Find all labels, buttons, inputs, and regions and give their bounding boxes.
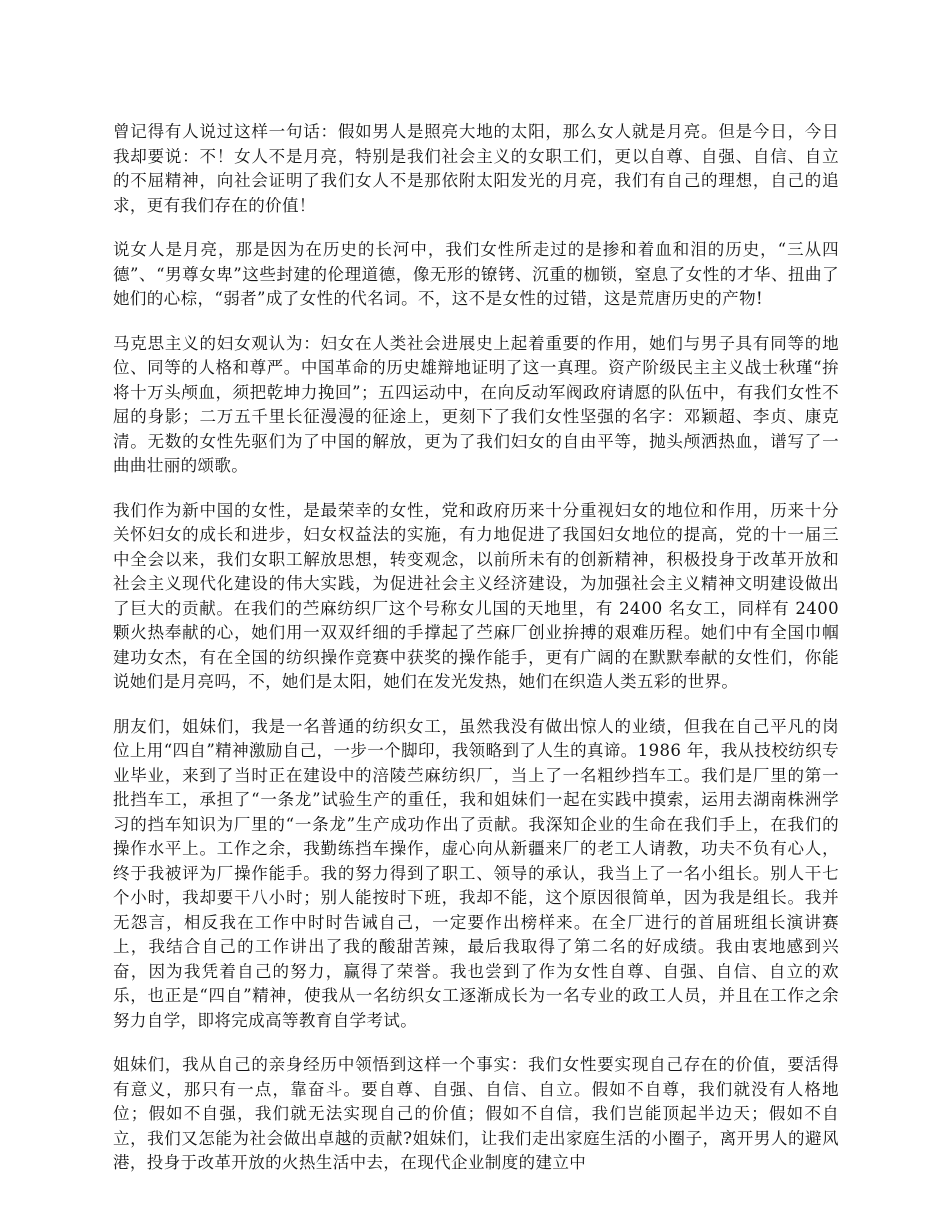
paragraph-5: 朋友们，姐妹们，我是一名普通的纺织女工，虽然我没有做出惊人的业绩，但我在自己平凡的岗位上用“四自”精神激励自己，一步一个脚印，我领略到了人生的真谛。1986 年，我从技校纺织专业毕业，来到了当时正在建设中的涪陵苎麻纺织厂，当上了一名粗纱挡车工。我们是厂里的第一批挡车工，承担了“一条龙”试验生产的重任，我和姐妹们一起在实践中摸索，运用去湖南株洲学习的挡车知识为厂里的“一条龙”生产成功作出了贡献。我深知企业的生命在我们手上，在我们的操作水平上。工作之余，我勤练挡车操作，虚心向从新疆来厂的老工人请教，功夫不负有心人，终于我被评为厂操作能手。我的努力得到了职工、领导的承认，我当上了一名小组长。别人干七个小时，我却要干八小时；别人能按时下班，我却不能，这个原因很简单，因为我是组长。我并无怨言，相反我在工作中时时告诫自己，一定要作出榜样来。在全厂进行的首届班组长演讲赛上，我结合自己的工作讲出了我的酸甜苦辣，最后我取得了第二名的好成绩。我由衷地感到兴奋，因为我凭着自己的努力，赢得了荣誉。我也尝到了作为女性自尊、自强、自信、自立的欢乐，也正是“四自”精神，使我从一名纺织女工逐渐成长为一名专业的政工人员，并且在工作之余努力自学，即将完成高等教育自学考试。 — [113, 716, 840, 1030]
paragraph-6: 姐妹们，我从自己的亲身经历中领悟到这样一个事实：我们女性要实现自己存在的价值，要活得有意义，那只有一点，靠奋斗。要自尊、自强、自信、自立。假如不自尊，我们就没有人格地位；假如不自强，我们就无法实现自己的价值；假如不自信，我们岂能顶起半边天；假如不自立，我们又怎能为社会做出卓越的贡献?姐妹们，让我们走出家庭生活的小圈子，离开男人的避风港，投身于改革开放的火热生活中去，在现代企业制度的建立中 — [113, 1055, 839, 1172]
paragraph-3: 马克思主义的妇女观认为：妇女在人类社会进展史上起着重要的作用，她们与男子具有同等的地位、同等的人格和尊严。中国革命的历史雄辩地证明了这一真理。资产阶级民主主义战士秋瑾“拚将十万头颅血，须把乾坤力挽回”；五四运动中，在向反动军阀政府请愿的队伍中，有我们女性不屈的身影；二万五千里长征漫漫的征途上，更刻下了我们女性坚强的名字：邓颖超、李贞、康克清。无数的女性先驱们为了中国的解放，更为了我们妇女的自由平等，抛头颅洒热血，谱写了一曲曲壮丽的颂歌。 — [113, 333, 839, 475]
document-body — [113, 120, 839, 1196]
paragraph-4: 我们作为新中国的女性，是最荣幸的女性，党和政府历来十分重视妇女的地位和作用，历来十分关怀妇女的成长和进步，妇女权益法的实施，有力地促进了我国妇女地位的提高，党的十一届三中全会以来，我们女职工解放思想，转变观念，以前所未有的创新精神，积极投身于改革开放和社会主义现代化建设的伟大实践，为促进社会主义经济建设，为加强社会主义精神文明建设做出了巨大的贡献。在我们的苎麻纺织厂这个号称女儿国的天地里，有 2400 名女工，同样有 2400 颗火热奉献的心，她们用一双双纤细的手撑起了苎麻厂创业拚搏的艰难历程。她们中有全国巾帼建功女杰，有在全国的纺织操作竞赛中获奖的操作能手，更有广阔的在默默奉献的女性们，你能说她们是月亮吗，不，她们是太阳，她们在发光发热，她们在织造人类五彩的世界。 — [113, 500, 839, 691]
paragraph-1: 曾记得有人说过这样一句话：假如男人是照亮大地的太阳，那么女人就是月亮。但是今日，今日我却要说：不！女人不是月亮，特别是我们社会主义的女职工们，更以自尊、自强、自信、自立的不屈精神，向社会证明了我们女人不是那依附太阳发光的月亮，我们有自己的理想，自己的追求，更有我们存在的价值！ — [113, 122, 839, 215]
paragraph-2: 说女人是月亮，那是因为在历史的长河中，我们女性所走过的是掺和着血和泪的历史，“三从四德”、“男尊女卑”这些封建的伦理道德，像无形的镣铐、沉重的枷锁，窒息了女性的才华、扭曲了她们的心棕，“弱者”成了女性的代名词。不，这不是女性的过错，这是荒唐历史的产物! — [113, 240, 839, 308]
